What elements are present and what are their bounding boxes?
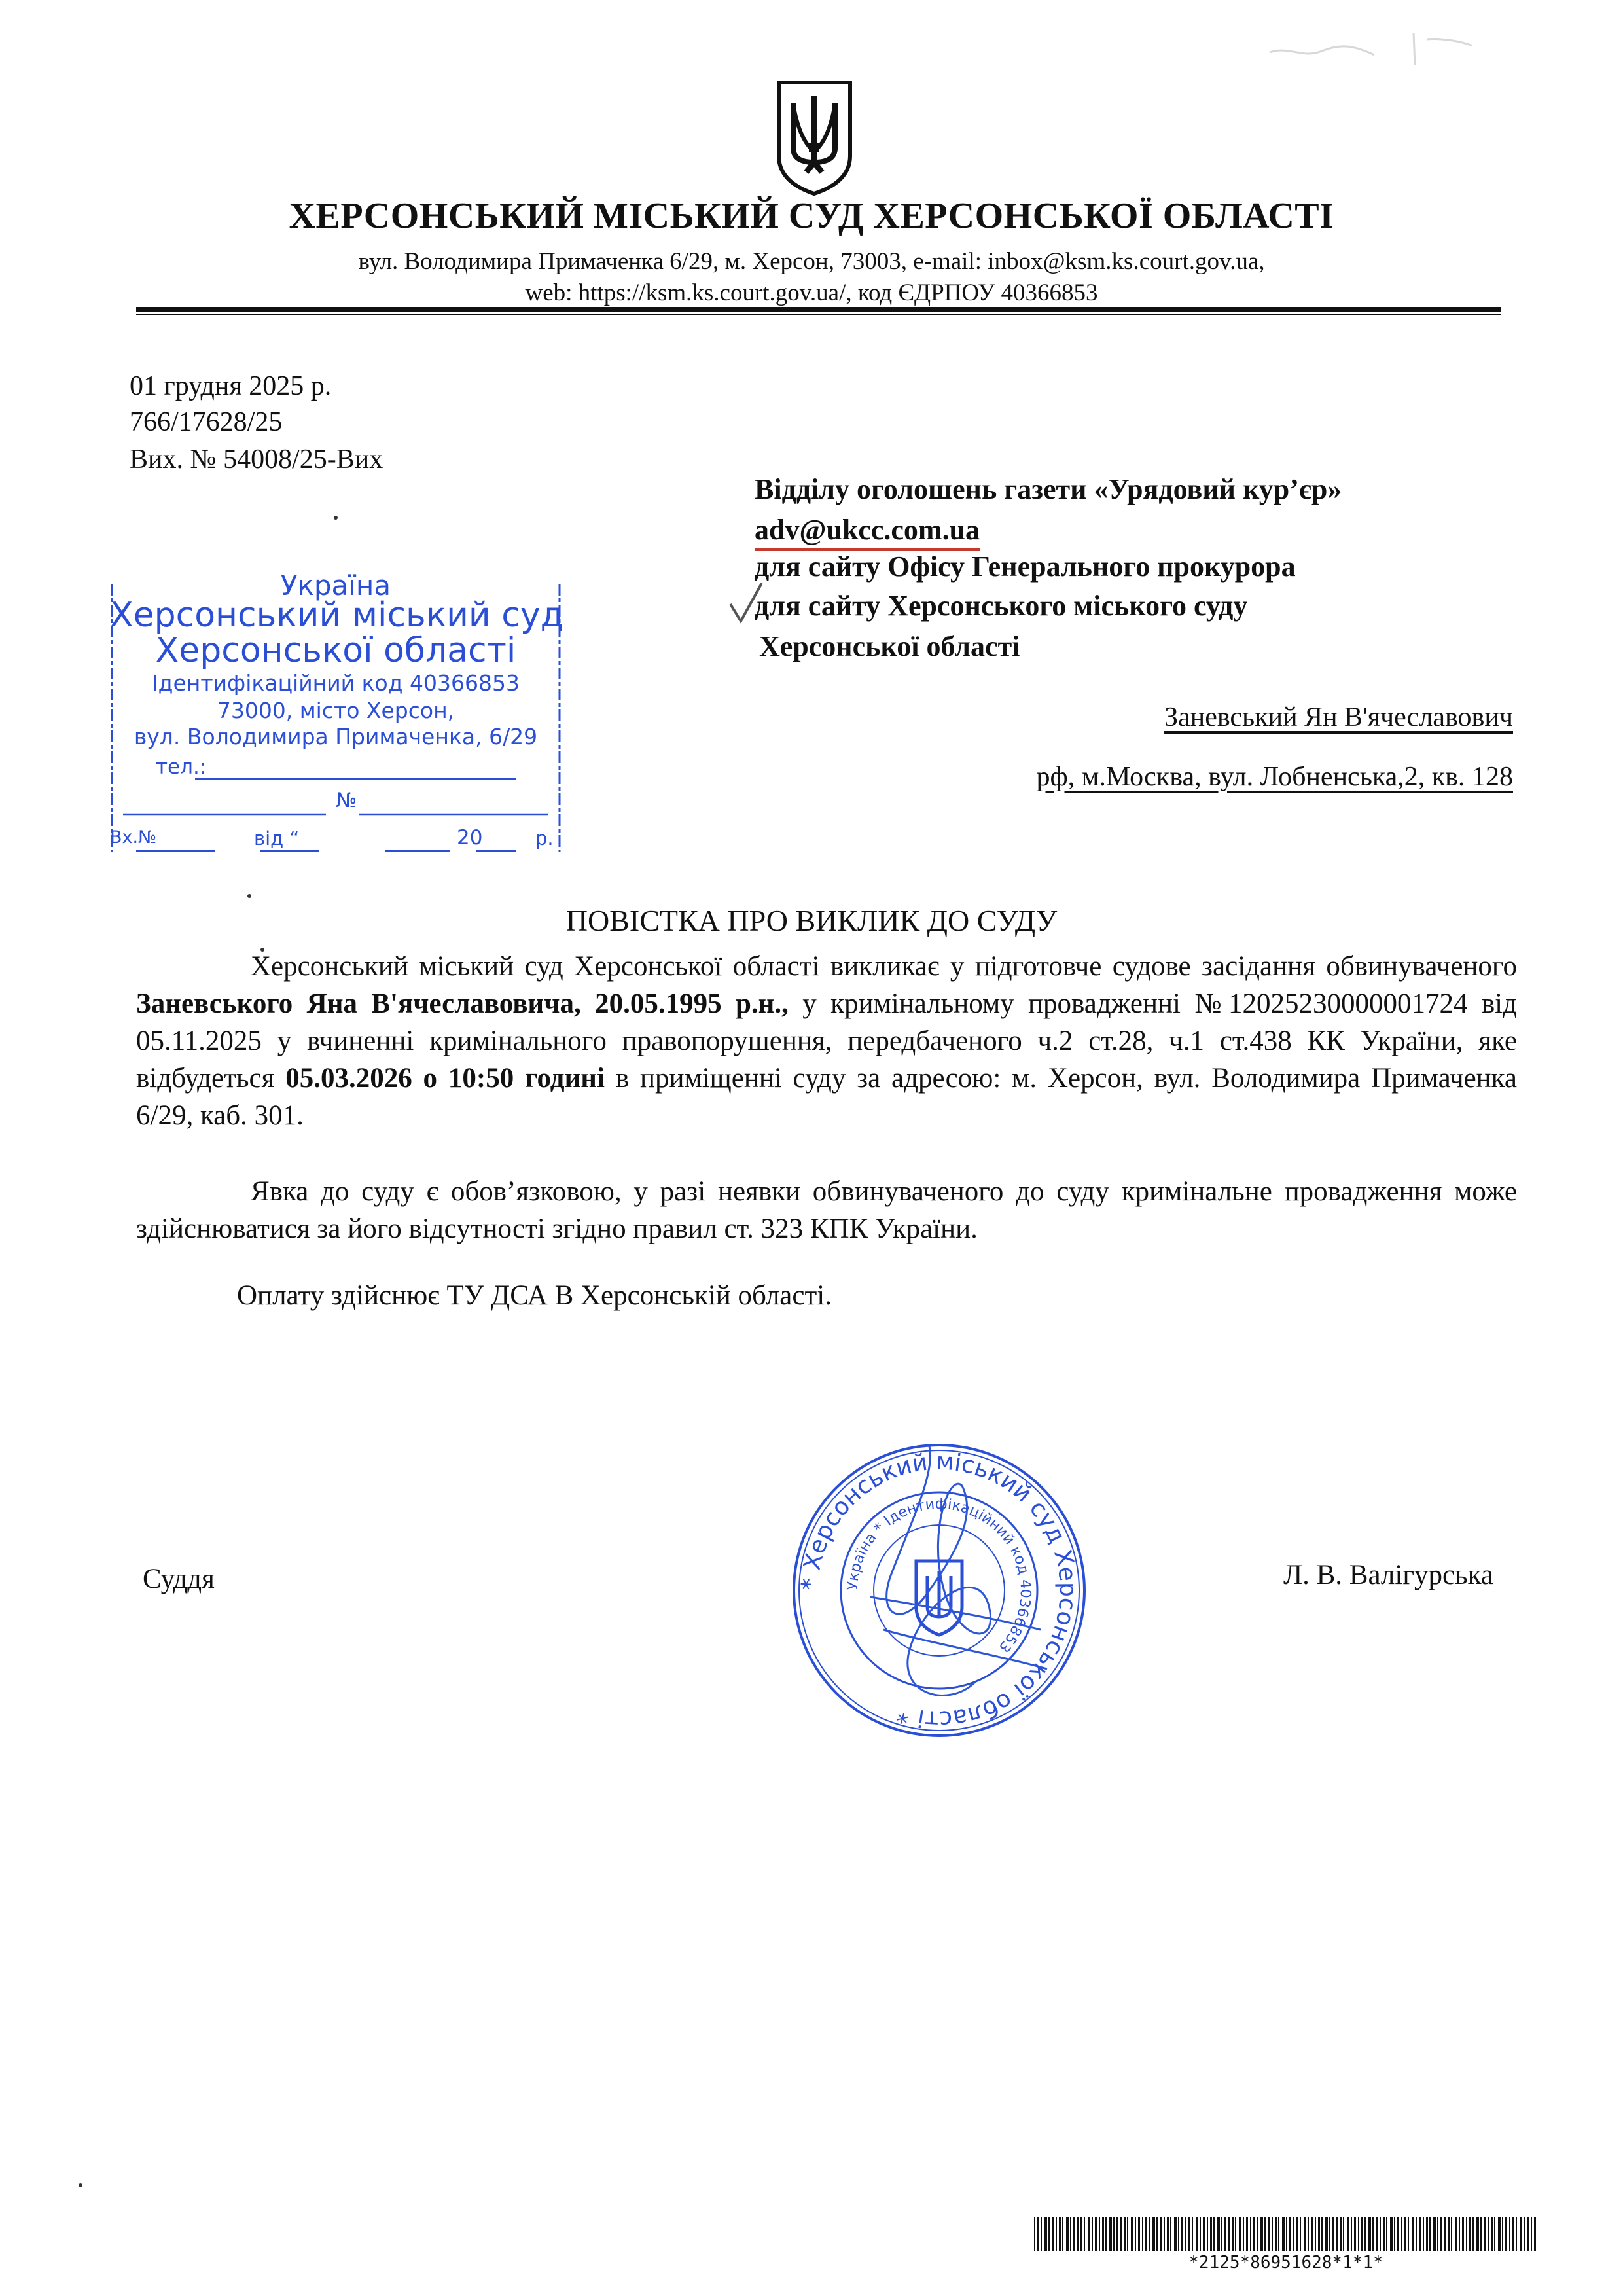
barcode-bar xyxy=(1466,2217,1467,2251)
recipient-email: adv@ukcc.com.ua xyxy=(755,513,980,551)
stamp-id-code: Ідентифікаційний код 40366853 xyxy=(151,670,520,696)
recipient-newspaper: Відділу оголошень газети «Урядовий кур’єр» xyxy=(755,473,1342,505)
barcode-bar xyxy=(1380,2217,1381,2251)
barcode-bar xyxy=(1131,2217,1133,2251)
barcode-bar xyxy=(1124,2217,1126,2251)
scan-speck xyxy=(79,2183,82,2187)
stamp-street: вул. Володимира Примаченка, 6/29 xyxy=(134,724,538,749)
stamp-tel-label: тел.: xyxy=(156,755,207,779)
barcode-bar xyxy=(1213,2217,1215,2251)
barcode-bar xyxy=(1412,2217,1414,2251)
barcode-bar xyxy=(1300,2217,1301,2251)
barcode-bar xyxy=(1239,2217,1241,2251)
barcode-bar xyxy=(1235,2217,1236,2251)
barcode-bar xyxy=(1429,2217,1431,2251)
barcode-bar xyxy=(1296,2217,1298,2251)
signature-role: Суддя xyxy=(143,1564,215,1594)
barcode-bar xyxy=(1037,2217,1039,2251)
barcode-bar xyxy=(1437,2217,1438,2251)
seal-outer-text: * Херсонський міський суд Херсонської області * xyxy=(796,1448,1082,1733)
barcode-bar xyxy=(1480,2217,1482,2251)
stamp-court-name: Херсонський міський суд xyxy=(110,596,564,635)
barcode-bar xyxy=(1070,2217,1071,2251)
barcode-bar xyxy=(1116,2217,1118,2251)
barcode-bar xyxy=(1164,2217,1165,2251)
checkmark-icon xyxy=(726,579,766,625)
barcode-bar xyxy=(1376,2217,1378,2251)
barcode-bar xyxy=(1531,2217,1532,2251)
stamp-country: Україна xyxy=(280,569,391,601)
barcode-bar xyxy=(1311,2217,1313,2251)
barcode-bar xyxy=(1113,2217,1115,2251)
barcode-bar xyxy=(1127,2217,1128,2251)
barcode-bar xyxy=(1102,2217,1104,2251)
barcode-bar xyxy=(1109,2217,1112,2251)
barcode-bar xyxy=(1170,2217,1171,2251)
barcode-bar xyxy=(1516,2217,1517,2251)
summons-paragraph xyxy=(136,948,1517,1134)
barcode-bar xyxy=(1469,2217,1471,2251)
barcode-bar xyxy=(1221,2217,1222,2251)
judge-name: Л. В. Валігурська xyxy=(1283,1560,1493,1590)
barcode-bar xyxy=(1423,2217,1424,2251)
barcode-bar xyxy=(1451,2217,1452,2251)
stamp-from-label: від “ xyxy=(254,827,300,850)
barcode-bar xyxy=(1232,2217,1234,2251)
barcode-bar xyxy=(1368,2217,1371,2251)
barcode-bar xyxy=(1444,2217,1446,2251)
stamp-number-label: № xyxy=(336,789,357,812)
barcode-bar xyxy=(1196,2217,1198,2251)
barcode-bar xyxy=(1135,2217,1136,2251)
addressee-name: Заневський Ян В'ячеславович xyxy=(1164,702,1513,732)
barcode-bar xyxy=(1527,2217,1529,2251)
barcode-bar xyxy=(1308,2217,1309,2251)
barcode-bar xyxy=(1272,2217,1273,2251)
barcode-bar xyxy=(1080,2217,1082,2251)
barcode-bar xyxy=(1472,2217,1474,2251)
addressee-address: рф, м.Москва, вул. Лобненська,2, кв. 128 xyxy=(1036,762,1513,792)
barcode-bar xyxy=(1404,2217,1406,2251)
barcode-bar xyxy=(1494,2217,1495,2251)
barcode-bar xyxy=(1491,2217,1493,2251)
barcode-bar xyxy=(1243,2217,1244,2251)
barcode-bar xyxy=(1512,2217,1514,2251)
barcode-bar xyxy=(1408,2217,1409,2251)
summons-text-location: в приміщенні суду за адресою: м. Херсон, вул. Володимира Примаченка 6/29, каб. 301. xyxy=(136,1063,1517,1131)
barcode-bar xyxy=(1152,2217,1155,2251)
barcode-bar xyxy=(1056,2217,1057,2251)
scan-speck xyxy=(247,894,251,898)
barcode-bar xyxy=(1048,2217,1050,2251)
scan-artifact-scribble xyxy=(1263,26,1479,72)
barcode-bar xyxy=(1062,2217,1063,2251)
barcode-bar xyxy=(1524,2217,1525,2251)
barcode-bar xyxy=(1397,2217,1399,2251)
barcode-bar xyxy=(1044,2217,1047,2251)
court-web-line: web: https://ksm.ks.court.gov.ua/, код ЄДРПОУ 40366853 xyxy=(525,279,1098,306)
barcode-bar xyxy=(1502,2217,1503,2251)
barcode-bar xyxy=(1181,2217,1183,2251)
coat-of-arms-icon xyxy=(774,77,855,198)
barcode-bar xyxy=(1120,2217,1122,2251)
barcode-bar xyxy=(1253,2217,1255,2251)
barcode-bar xyxy=(1282,2217,1285,2251)
document-title: ПОВІСТКА ПРО ВИКЛИК ДО СУДУ xyxy=(565,904,1058,937)
recipient-court-site: для сайту Херсонського міського суду xyxy=(755,590,1248,622)
attendance-text: Явка до суду є обов’язковою, у разі неявки обвинуваченого до суду кримінальне провадження може здійснюватися за його відсутності згідно правил ст. 323 КПК України. xyxy=(136,1176,1517,1244)
barcode-bar xyxy=(1383,2217,1385,2251)
scan-speck xyxy=(334,516,338,520)
barcode-bar xyxy=(1498,2217,1501,2251)
barcode-bar xyxy=(1448,2217,1450,2251)
barcode-bar xyxy=(1304,2217,1306,2251)
barcode-bar xyxy=(1426,2217,1428,2251)
barcode-bar xyxy=(1160,2217,1162,2251)
barcode-bar xyxy=(1200,2217,1201,2251)
barcode-bar xyxy=(1224,2217,1226,2251)
barcode-bar xyxy=(1250,2217,1251,2251)
summons-text-intro: Херсонський міський суд Херсонської області викликає у підготовче судове засідання обвинуваченого xyxy=(251,951,1517,982)
recipient-email-row xyxy=(755,513,980,551)
barcode-bar xyxy=(1156,2217,1158,2251)
barcode-bar xyxy=(1073,2217,1075,2251)
barcode-bar xyxy=(1099,2217,1100,2251)
barcode-bar xyxy=(1105,2217,1107,2251)
barcode-bar xyxy=(1321,2217,1323,2251)
payment-note: Оплату здійснює ТУ ДСА В Херсонській області. xyxy=(237,1280,832,1311)
barcode-bar xyxy=(1364,2217,1366,2251)
barcode-bar xyxy=(1440,2217,1442,2251)
barcode-bar xyxy=(1264,2217,1266,2251)
barcode-bar xyxy=(1293,2217,1294,2251)
barcode-bar xyxy=(1372,2217,1374,2251)
document-barcode xyxy=(1034,2217,1538,2251)
barcode-bar xyxy=(1034,2217,1035,2251)
barcode-bar xyxy=(1332,2217,1334,2251)
barcode-number: *2125*86951628*1*1* xyxy=(1188,2253,1383,2272)
barcode-bar xyxy=(1278,2217,1279,2251)
barcode-bar xyxy=(1059,2217,1061,2251)
court-address-line: вул. Володимира Примаченка 6/29, м. Херсон, 73003, e-mail: inbox@ksm.ks.court.gov.ua, xyxy=(358,248,1265,275)
barcode-bar xyxy=(1318,2217,1320,2251)
stamp-incoming-label: Вх.№ xyxy=(110,827,157,848)
barcode-bar xyxy=(1416,2217,1417,2251)
barcode-bar xyxy=(1286,2217,1287,2251)
seal-inner-text: Україна * Ідентифікаційний код 40366853 xyxy=(844,1496,1034,1656)
stamp-city: 73000, місто Херсон, xyxy=(217,698,455,723)
barcode-bar xyxy=(1361,2217,1363,2251)
document-date: 01 грудня 2025 р. xyxy=(130,371,332,401)
barcode-bar xyxy=(1520,2217,1522,2251)
barcode-bar xyxy=(1203,2217,1205,2251)
recipient-prosecutor-site: для сайту Офісу Генерального прокурора xyxy=(755,550,1296,583)
barcode-bar xyxy=(1217,2217,1220,2251)
barcode-bar xyxy=(1476,2217,1479,2251)
barcode-bar xyxy=(1257,2217,1258,2251)
barcode-bar xyxy=(1275,2217,1277,2251)
barcode-bar xyxy=(1386,2217,1387,2251)
barcode-bar xyxy=(1336,2217,1338,2251)
registration-stamp xyxy=(110,571,562,855)
barcode-bar xyxy=(1347,2217,1349,2251)
barcode-bar xyxy=(1149,2217,1150,2251)
stamp-court-region: Херсонської області xyxy=(155,631,516,670)
barcode-bar xyxy=(1462,2217,1464,2251)
barcode-bar xyxy=(1343,2217,1344,2251)
recipient-court-site-region: Херсонської області xyxy=(759,630,1020,662)
barcode-bar xyxy=(1329,2217,1330,2251)
case-number: 766/17628/25 xyxy=(130,407,283,437)
barcode-bar xyxy=(1207,2217,1208,2251)
barcode-bar xyxy=(1095,2217,1097,2251)
header-divider-thin xyxy=(136,314,1501,315)
barcode-bar xyxy=(1354,2217,1356,2251)
barcode-bar xyxy=(1358,2217,1359,2251)
barcode-bar xyxy=(1401,2217,1402,2251)
barcode-bar xyxy=(1167,2217,1169,2251)
barcode-bar xyxy=(1455,2217,1457,2251)
court-name: ХЕРСОНСЬКИЙ МІСЬКИЙ СУД ХЕРСОНСЬКОЇ ОБЛАСТІ xyxy=(289,196,1334,236)
barcode-bar xyxy=(1340,2217,1342,2251)
barcode-bar xyxy=(1145,2217,1147,2251)
barcode-bar xyxy=(1192,2217,1193,2251)
barcode-bar xyxy=(1246,2217,1248,2251)
handwritten-signature xyxy=(831,1433,1060,1741)
barcode-bar xyxy=(1092,2217,1093,2251)
barcode-bar xyxy=(1142,2217,1143,2251)
header-divider xyxy=(136,307,1501,312)
barcode-bar xyxy=(1174,2217,1177,2251)
barcode-bar xyxy=(1260,2217,1263,2251)
barcode-bar xyxy=(1509,2217,1510,2251)
barcode-bar xyxy=(1228,2217,1230,2251)
barcode-bar xyxy=(1351,2217,1352,2251)
barcode-bar xyxy=(1459,2217,1460,2251)
barcode-bar xyxy=(1185,2217,1186,2251)
outgoing-number: Вих. № 54008/25-Вих xyxy=(130,444,383,475)
barcode-bar xyxy=(1325,2217,1328,2251)
barcode-bar xyxy=(1433,2217,1436,2251)
barcode-bar xyxy=(1066,2217,1069,2251)
barcode-bar xyxy=(1088,2217,1090,2251)
barcode-bar xyxy=(1390,2217,1393,2251)
barcode-bar xyxy=(1488,2217,1489,2251)
barcode-bar xyxy=(1484,2217,1486,2251)
barcode-bar xyxy=(1268,2217,1270,2251)
barcode-bar xyxy=(1210,2217,1212,2251)
barcode-bar xyxy=(1505,2217,1507,2251)
defendant-name-dob: Заневського Яна В'ячеславовича, 20.05.1995 р.н., xyxy=(136,988,789,1019)
barcode-bar xyxy=(1315,2217,1316,2251)
barcode-bar xyxy=(1052,2217,1054,2251)
barcode-bar xyxy=(1178,2217,1179,2251)
barcode-bar xyxy=(1289,2217,1291,2251)
stamp-year-suffix: р. xyxy=(535,827,554,850)
attendance-paragraph xyxy=(136,1173,1517,1247)
barcode-bar xyxy=(1534,2217,1536,2251)
barcode-bar xyxy=(1394,2217,1395,2251)
hearing-datetime: 05.03.2026 о 10:50 годині xyxy=(285,1063,605,1094)
barcode-bar xyxy=(1188,2217,1190,2251)
barcode-bar xyxy=(1419,2217,1421,2251)
stamp-year: 20 xyxy=(457,826,483,850)
barcode-bar xyxy=(1041,2217,1042,2251)
barcode-bar xyxy=(1084,2217,1085,2251)
barcode-bar xyxy=(1138,2217,1140,2251)
summons-text-case: у кримінальному провадженні №12025230000001724 від 05.11.2025 у вчиненні кримінального правопорушення, передбаченого ч.2 ст.28, ч.1 ст.438 КК України, яке відбудеться xyxy=(136,988,1517,1094)
barcode-bar xyxy=(1077,2217,1079,2251)
